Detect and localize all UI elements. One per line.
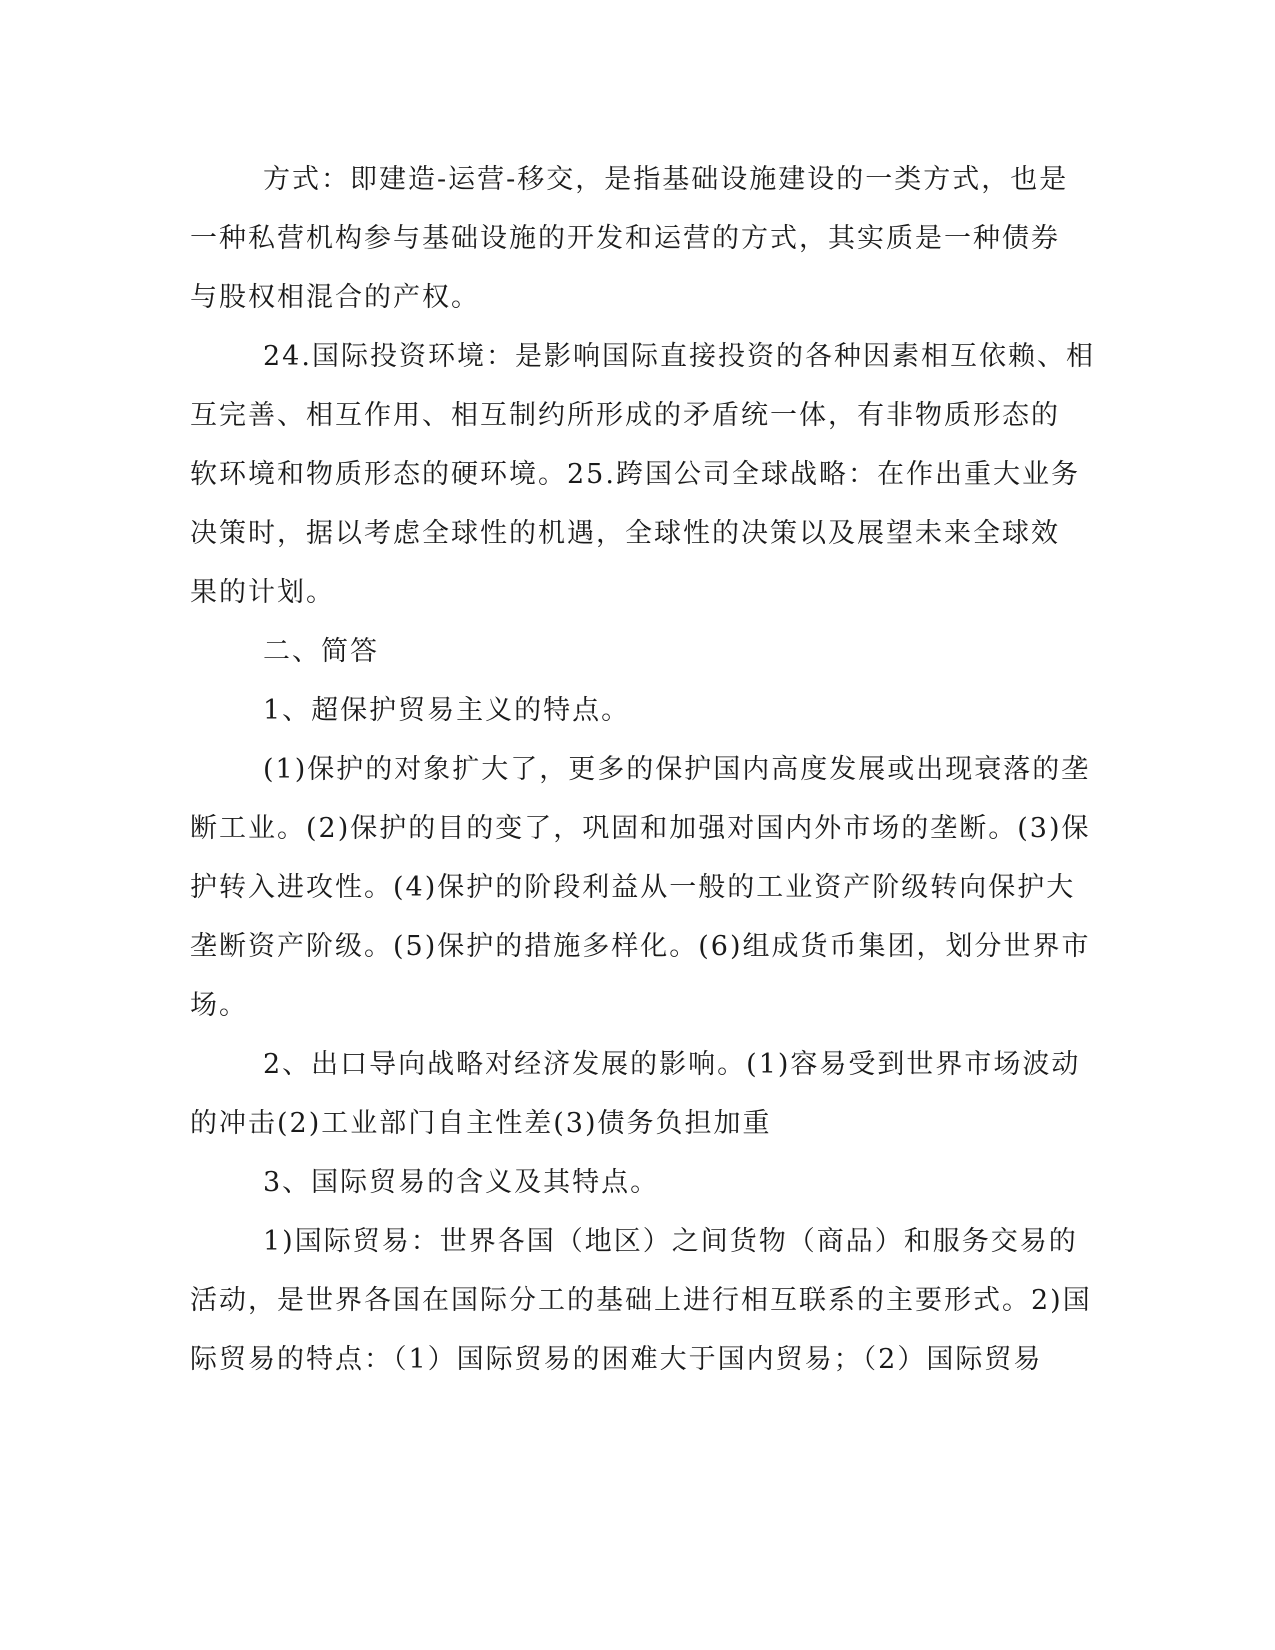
- text-line: 活动，是世界各国在国际分工的基础上进行相互联系的主要形式。2)国: [190, 1285, 1092, 1316]
- text-line: 24.国际投资环境：是影响国际直接投资的各种因素相互依赖、相: [263, 341, 1095, 372]
- question-heading: 3、国际贸易的含义及其特点。: [263, 1167, 660, 1198]
- text-line: 软环境和物质形态的硬环境。25.跨国公司全球战略：在作出重大业务: [190, 459, 1080, 490]
- text-line: 果的计划。: [190, 577, 335, 608]
- text-line: 际贸易的特点：（1）国际贸易的困难大于国内贸易；（2）国际贸易: [190, 1344, 1043, 1375]
- text-line: 2、出口导向战略对经济发展的影响。(1)容易受到世界市场波动: [263, 1049, 1081, 1080]
- text-line: 决策时，据以考虑全球性的机遇，全球性的决策以及展望未来全球效: [190, 518, 1060, 549]
- section-heading: 二、简答: [263, 636, 379, 667]
- question-heading: 1、超保护贸易主义的特点。: [263, 695, 631, 726]
- text-line: 场。: [190, 990, 248, 1021]
- text-line: 与股权相混合的产权。: [190, 282, 480, 313]
- text-line: 护转入进攻性。(4)保护的阶段利益从一般的工业资产阶级转向保护大: [190, 872, 1076, 903]
- text-line: 垄断资产阶级。(5)保护的措施多样化。(6)组成货币集团，划分世界市: [190, 931, 1091, 962]
- text-line: 一种私营机构参与基础设施的开发和运营的方式，其实质是一种债券: [190, 223, 1060, 254]
- text-line: (1)保护的对象扩大了，更多的保护国内高度发展或出现衰落的垄: [263, 754, 1091, 785]
- text-line: 断工业。(2)保护的目的变了，巩固和加强对国内外市场的垄断。(3)保: [190, 813, 1091, 844]
- text-line: 方式：即建造-运营-移交，是指基础设施建设的一类方式，也是: [263, 164, 1069, 195]
- text-line: 的冲击(2)工业部门自主性差(3)债务负担加重: [190, 1108, 772, 1139]
- text-line: 1)国际贸易：世界各国（地区）之间货物（商品）和服务交易的: [263, 1226, 1078, 1257]
- text-line: 互完善、相互作用、相互制约所形成的矛盾统一体，有非物质形态的: [190, 400, 1060, 431]
